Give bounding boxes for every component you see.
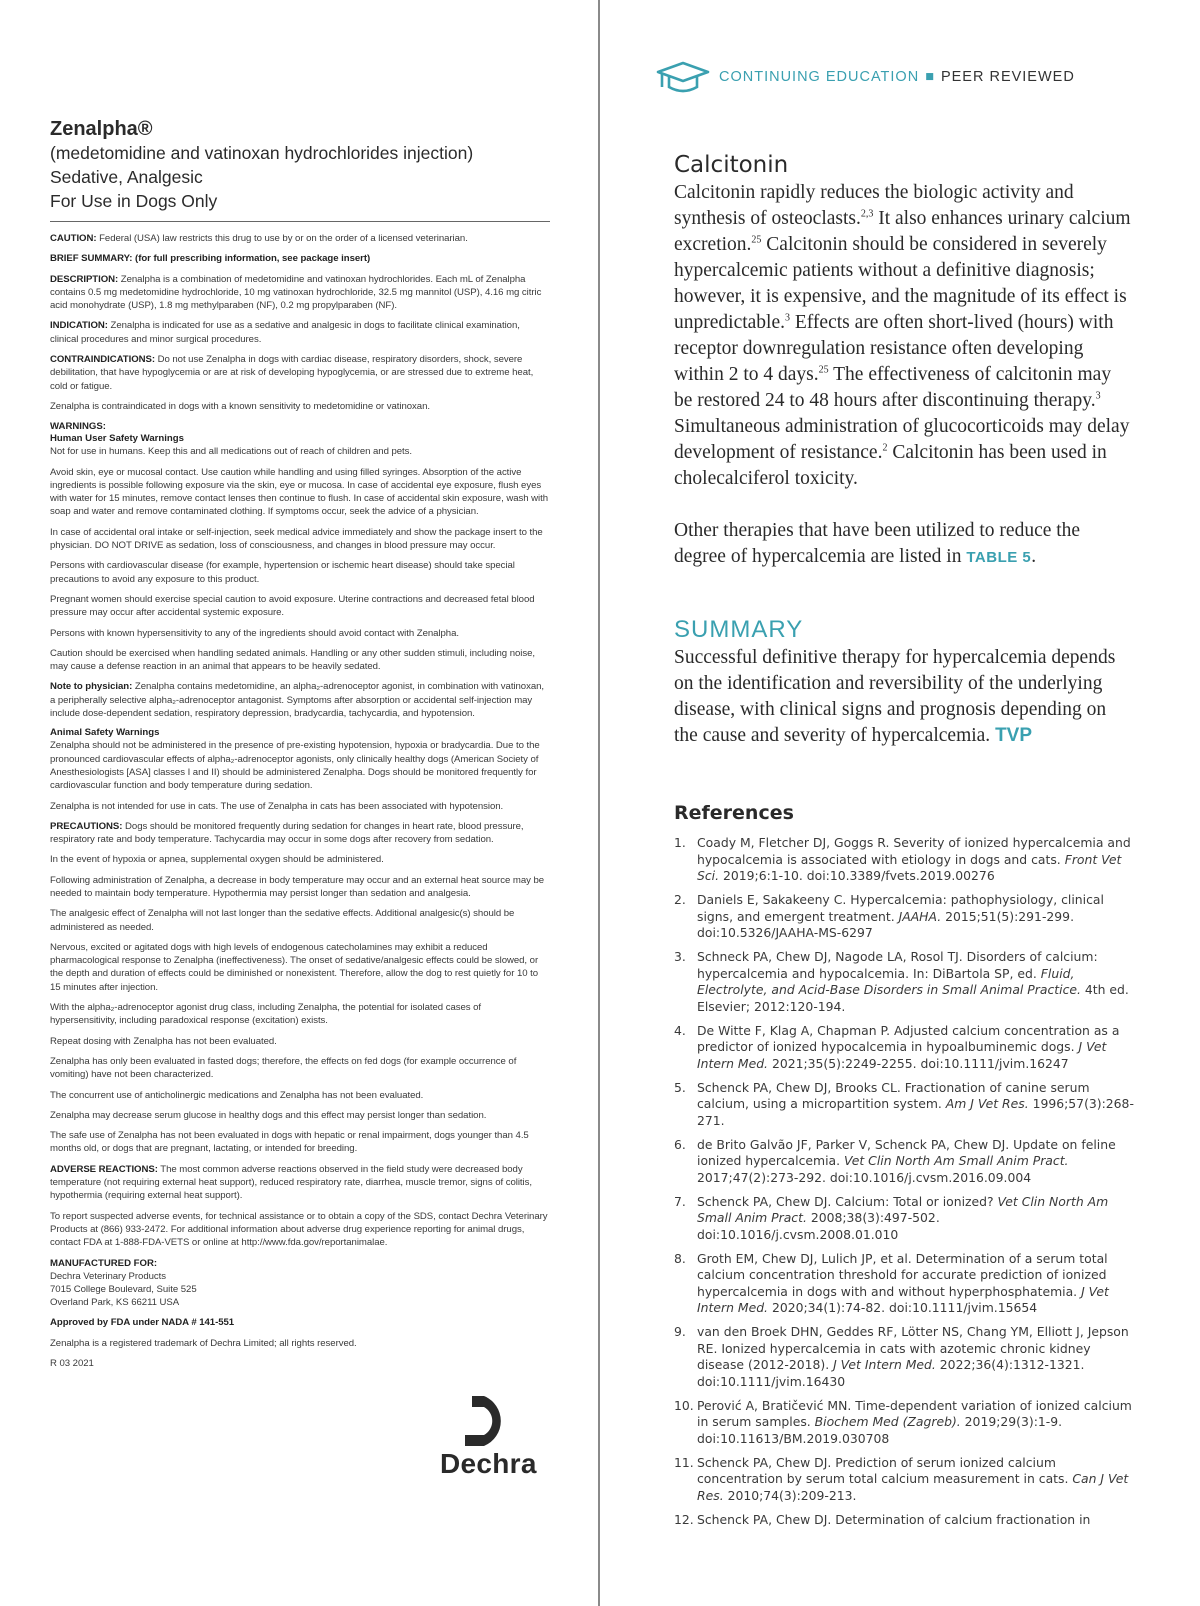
reference-journal: Biochem Med (Zagreb).	[814, 1414, 961, 1429]
graduation-cap-icon	[655, 60, 711, 94]
reference-citation: 2008;38(3):497-502. doi:10.1016/j.cvsm.2008.01.010	[697, 1210, 940, 1242]
reference-text: Schenck PA, Chew DJ. Calcium: Total or ionized?	[697, 1193, 998, 1209]
ad-mfr-line: Dechra Veterinary Products	[50, 1270, 167, 1282]
references-list	[674, 835, 1134, 1528]
reference-number: 12.	[674, 1511, 694, 1527]
ad-subtitle-line: Sedative, Analgesic	[50, 167, 203, 187]
summary-paragraph: Successful definitive therapy for hypercalcemia depends on the identification and reversibility of the underlying disease, with clinical signs and prognosis depending on the cause and severity of hypercalcemia. TVP	[674, 647, 1116, 746]
reference-journal: J Vet Intern Med.	[697, 1039, 1107, 1071]
reference-citation: 1996;57(3):268-271.	[697, 1096, 1134, 1128]
column-divider	[598, 0, 600, 1606]
reference-number: 6.	[674, 1136, 686, 1152]
ad-paragraph: The analgesic effect of Zenalpha will not last longer than the sedative effects. Additional analgesic(s) should be administered as needed.	[50, 908, 515, 933]
ad-paragraph: In the event of hypoxia or apnea, supplemental oxygen should be administered.	[50, 854, 384, 866]
reference-citation: 2017;47(2):273-292. doi:10.1016/j.cvsm.2016.09.004	[697, 1169, 1032, 1185]
table-5-link[interactable]: TABLE 5	[966, 549, 1032, 566]
reference-number: 11.	[674, 1454, 694, 1470]
ad-paragraph: Caution should be exercised when handling sedated animals. Handling or any other sudden stimuli, including noise, may cause a defense reaction in an animal that appears to be heavily sedated.	[50, 647, 536, 673]
dechra-logo-word: Dechra	[440, 1448, 537, 1479]
reference-item	[674, 1398, 1134, 1448]
ad-description: DESCRIPTION: Zenalpha is a combination of medetomidine and vatinoxan hydrochlorides. Each mL of Zenalpha contains 0.5 mg medetomidine hydrochloride, 10 mg vatinoxan hydrochloride, 32.5 mg mannitol (USP), 4.16 mg citric acid monohydrate (USP), 1.8 mg methylparaben (NF), 0.2 mg propylparaben (NF).	[50, 273, 542, 312]
ad-contraindications: CONTRAINDICATIONS: Do not use Zenalpha in dogs with cardiac disease, respiratory disorders, shock, severe debilitation, that have hypoglycemia or are at risk of developing hypoglycemia, or are stressed due to extreme heat, cold or fatigue.	[50, 354, 534, 392]
reference-item	[674, 835, 1134, 885]
ad-paragraph: Nervous, excited or agitated dogs with high levels of endogenous catecholamines may exhibit a reduced pharmacological response to Zenalpha (ineffectiveness). The onset of sedative/analgesic effects could be slowed, or the depth and duration of effects could be diminished or nonexistent. Therefore, allow the dog to rest quietly for 10 to 15 minutes after injection.	[50, 941, 539, 993]
calcitonin-paragraph: Calcitonin rapidly reduces the biologic activity and synthesis of osteoclasts.$^{2,3}$ It also enhances urinary calcium excretion.$^{25}$ Calcitonin should be considered in severely hypercalcemic patients without a definitive diagnosis; however, it is expensive, and the magnitude of its effect is unpredictable.$^3$ Effects are often short-lived (hours) with receptor downregulation resistance often developing within 2 to 4 days.$^{25}$ The effectiveness of calcitonin may be restored 24 to 48 hours after discontinuing therapy.$^3$ Simultaneous administration of glucocorticoids may delay development of resistance.$^2$ Calcitonin has been used in cholecalciferol toxicity.	[674, 182, 1131, 489]
tvp-end-mark: TVP	[995, 725, 1033, 746]
reference-text: Perović A, Bratičević MN. Time-dependent variation of ionized calcium in serum samples.	[697, 1397, 1132, 1429]
ad-revision: R 03 2021	[50, 1358, 94, 1369]
ad-indication: INDICATION: Zenalpha is indicated for use as a sedative and analgesic in dogs to facilitate clinical examination, clinical procedures and minor surgical procedures.	[50, 320, 520, 345]
reference-item	[674, 1251, 1134, 1317]
zenalpha-ad	[50, 118, 550, 1377]
ad-paragraph: Zenalpha may decrease serum glucose in healthy dogs and this effect may persist longer than sedation.	[50, 1109, 487, 1121]
reference-text: Coady M, Fletcher DJ, Goggs R. Severity of ionized hypercalcemia and hypocalcemia is associated with etiology in dogs and cats.	[697, 835, 1131, 867]
reference-text: Schenck PA, Chew DJ. Prediction of serum ionized calcium concentration by serum total calcium measurement in cats.	[697, 1454, 1073, 1486]
reference-text: Groth EM, Chew DJ, Lulich JP, et al. Determination of a serum total calcium concentration threshold for accurate prediction of ionized hypercalcemia in dogs with and without hyperphosphatemia.	[697, 1250, 1108, 1299]
ad-subtitle-line: (medetomidine and vatinoxan hydrochlorides injection)	[50, 143, 474, 163]
ad-report-text: To report suspected adverse events, for technical assistance or to obtain a copy of the SDS, contact Dechra Veterinary Products at (866) 933-2472. For additional information about adverse drug experience reporting for animal drugs, contact FDA at 1-888-FDA-VETS or online at http://www.fda.gov/reportanimalae.	[50, 1210, 548, 1249]
ad-animal-safety-heading: Animal Safety Warnings	[50, 727, 160, 739]
reference-item	[674, 892, 1134, 942]
reference-item	[674, 1512, 1134, 1529]
summary-heading: SUMMARY	[674, 616, 804, 643]
ad-note-to-physician: Note to physician: Zenalpha contains medetomidine, an alpha₂-adrenoceptor agonist, in combination with vatinoxan, a peripherally selective alpha₂-adrenoceptor antagonist. Symptoms after absorption or accidental self-injection may include dose-dependent sedation, respiratory depression, bradycardia, tachycardia, and hypotension.	[50, 681, 545, 720]
reference-citation: 2021;35(5):2249-2255. doi:10.1111/jvim.16247	[768, 1055, 1069, 1071]
reference-citation: 2019;6:1-10. doi:10.3389/fvets.2019.00276	[719, 868, 995, 883]
reference-number: 8.	[674, 1250, 686, 1266]
reference-citation: 2015;51(5):291-299. doi:10.5326/JAAHA-MS-6297	[697, 908, 1075, 940]
reference-citation: 4th ed. Elsevier; 2012:120-194.	[697, 982, 1129, 1014]
reference-journal: Am J Vet Res.	[945, 1096, 1029, 1111]
article-column	[674, 150, 1134, 1536]
reference-number: 3.	[674, 949, 686, 964]
ad-trademark: Zenalpha is a registered trademark of Dechra Limited; all rights reserved.	[50, 1337, 357, 1349]
ad-caution: CAUTION: Federal (USA) law restricts this drug to use by or on the order of a licensed veterinarian.	[50, 233, 468, 244]
continuing-education-header	[655, 62, 1075, 92]
reference-citation: 2019;29(3):1-9. doi:10.11613/BM.2019.030708	[697, 1414, 1063, 1446]
ad-subtitle-line: For Use in Dogs Only	[50, 191, 218, 211]
ad-adverse-reactions: ADVERSE REACTIONS: The most common adverse reactions observed in the field study were decreased body temperature (not requiring external heat support), reduced respiratory rate, diarrhea, muscle tremor, signs of colitis, hypothermia (requiring external heat support).	[50, 1163, 532, 1202]
ad-paragraph: Avoid skin, eye or mucosal contact. Use caution while handling and using filled syringes. Absorption of the active ingredients is possible following exposure via the skin, eye or mucosa. In case of accidental eye exposure, flush eyes with water for 15 minutes, remove contact lenses then continue to flush. In case of accidental skin exposure, wash with soap and water and remove contaminated clothing. If symptoms occur, seek the advice of a physician.	[50, 466, 548, 518]
calcitonin-heading: Calcitonin	[674, 152, 789, 178]
reference-item	[674, 1194, 1134, 1244]
reference-item	[674, 1137, 1134, 1187]
reference-journal: Vet Clin North Am Small Anim Pract.	[844, 1153, 1069, 1168]
ad-paragraph: Zenalpha is not intended for use in cats. The use of Zenalpha in cats has been associated with hypotension.	[50, 800, 504, 812]
ad-paragraph: Persons with known hypersensitivity to any of the ingredients should avoid contact with Zenalpha.	[50, 627, 459, 639]
reference-number: 9.	[674, 1324, 686, 1339]
reference-journal: Vet Clin North Am Small Anim Pract.	[697, 1193, 1109, 1225]
ad-paragraph: Not for use in humans. Keep this and all medications out of reach of children and pets.	[50, 446, 413, 458]
header-separator: ■	[925, 69, 935, 85]
reference-text: Daniels E, Sakakeeny C. Hypercalcemia: pathophysiology, clinical signs, and emergent treatment.	[697, 892, 1104, 924]
ad-approved: Approved by FDA under NADA # 141-551	[50, 1317, 235, 1329]
reference-text: De Witte F, Klag A, Chapman P. Adjusted calcium concentration as a predictor of ionized hypocalcemia in hypoalbuminemic dogs.	[697, 1022, 1120, 1054]
reference-text: Schenck PA, Chew DJ. Determination of calcium fractionation in	[697, 1511, 1091, 1527]
ad-paragraph: Pregnant women should exercise special caution to avoid exposure. Uterine contractions and decreased fetal blood pressure may occur after accidental systemic exposure.	[50, 593, 535, 619]
ad-contra-sensitivity: Zenalpha is contraindicated in dogs with a known sensitivity to medetomidine or vatinoxan.	[50, 400, 430, 412]
reference-citation: 2010;74(3):209-213.	[723, 1487, 857, 1503]
ad-paragraph: The concurrent use of anticholinergic medications and Zenalpha has not been evaluated.	[50, 1089, 424, 1101]
ad-paragraph: Following administration of Zenalpha, a decrease in body temperature may occur and an external heat source may be needed to maintain body temperature. Hypothermia may persist longer than sedation and analgesia.	[50, 874, 545, 899]
reference-text: de Brito Galvão JF, Parker V, Schenck PA, Chew DJ. Update on feline ionized hypercalcemia.	[697, 1136, 1116, 1168]
ad-paragraph: Persons with cardiovascular disease (for example, hypertension or ischemic heart disease) should take special precautions to avoid any exposure to this product.	[50, 560, 515, 585]
reference-number: 7.	[674, 1193, 686, 1209]
reference-item	[674, 1324, 1134, 1390]
reference-item	[674, 949, 1134, 1015]
reference-number: 1.	[674, 835, 686, 850]
ad-paragraph: The safe use of Zenalpha has not been evaluated in dogs with hepatic or renal impairment, dogs younger than 4.5 months old, or dogs that are pregnant, lactating, or intended for breeding.	[50, 1130, 529, 1155]
references-heading: References	[674, 802, 794, 824]
reference-journal: Can J Vet Res.	[697, 1471, 1129, 1503]
continuing-education-label: CONTINUING EDUCATION	[719, 69, 920, 85]
ad-paragraph: In case of accidental oral intake or self-injection, seek medical advice immediately and show the package insert to the physician. DO NOT DRIVE as sedation, loss of consciousness, and changes in blood pressure may occur.	[50, 526, 543, 552]
reference-journal: J Vet Intern Med.	[833, 1357, 936, 1372]
ad-paragraph: Repeat dosing with Zenalpha has not been evaluated.	[50, 1035, 277, 1047]
ad-warnings-label: WARNINGS:	[50, 421, 106, 433]
reference-citation: 2022;36(4):1312-1321. doi:10.1111/jvim.16430	[697, 1357, 1085, 1389]
ad-brand: Zenalpha®	[50, 118, 153, 140]
ad-precautions: PRECAUTIONS: Dogs should be monitored frequently during sedation for changes in heart rate, blood pressure, respiratory rate and body temperature. Tachycardia may occur in some dogs after recovery from sedation.	[50, 820, 524, 846]
other-therapies-paragraph: Other therapies that have been utilized to reduce the degree of hypercalcemia are listed in TABLE 5.	[674, 520, 1081, 567]
reference-journal: Fluid, Electrolyte, and Acid-Base Disorders in Small Animal Practice.	[697, 965, 1081, 997]
reference-item	[674, 1023, 1134, 1073]
ad-brief-summary: BRIEF SUMMARY: (for full prescribing information, see package insert)	[50, 253, 371, 265]
ad-paragraph: With the alpha₂-adrenoceptor agonist drug class, including Zenalpha, the potential for isolated cases of hypersensitivity, including paradoxical response (excitation) exists.	[50, 1002, 482, 1027]
reference-text: Schenck PA, Chew DJ, Brooks CL. Fractionation of canine serum calcium, using a micropartition system.	[697, 1079, 1090, 1111]
reference-number: 5.	[674, 1079, 686, 1095]
ad-paragraph: Zenalpha has only been evaluated in fasted dogs; therefore, the effects on fed dogs (for example occurrence of vomiting) have not been characterized.	[50, 1055, 517, 1081]
ad-human-safety-heading: Human User Safety Warnings	[50, 433, 184, 445]
reference-number: 2.	[674, 892, 686, 907]
reference-item	[674, 1455, 1134, 1505]
ad-manufactured-label: MANUFACTURED FOR:	[50, 1257, 158, 1269]
reference-journal: JAAHA.	[898, 908, 942, 924]
ad-mfr-line: 7015 College Boulevard, Suite 525	[50, 1283, 197, 1295]
reference-citation: 2020;34(1):74-82. doi:10.1111/jvim.15654	[768, 1300, 1038, 1315]
reference-number: 4.	[674, 1022, 686, 1038]
ad-paragraph: Zenalpha should not be administered in the presence of pre-existing hypotension, hypoxia or bradycardia. Due to the pronounced cardiovascular effects of alpha₂-adrenoceptor agonists, only clinically healthy dogs (American Society of Anesthesiologists [ASA] classes I and II) should be administered Zenalpha. Dogs should be monitored frequently for cardiovascular function and body temperature during sedation.	[50, 740, 540, 792]
reference-number: 10.	[674, 1397, 694, 1413]
reference-text: Schneck PA, Chew DJ, Nagode LA, Rosol TJ. Disorders of calcium: hypercalcemia and hypocalcemia. In: DiBartola SP, ed.	[697, 949, 1098, 981]
reference-journal: Front Vet Sci.	[697, 851, 1122, 883]
reference-journal: J Vet Intern Med.	[697, 1283, 1109, 1315]
ad-rule	[50, 221, 550, 222]
reference-item	[674, 1080, 1134, 1130]
peer-reviewed-label: PEER REVIEWED	[940, 69, 1075, 85]
ad-mfr-line: Overland Park, KS 66211 USA	[50, 1297, 180, 1309]
reference-text: van den Broek DHN, Geddes RF, Lötter NS, Chang YM, Elliott J, Jepson RE. Ionized hypercalcemia in cats with azotemic chronic kidney disease (2012-2018).	[697, 1324, 1129, 1372]
